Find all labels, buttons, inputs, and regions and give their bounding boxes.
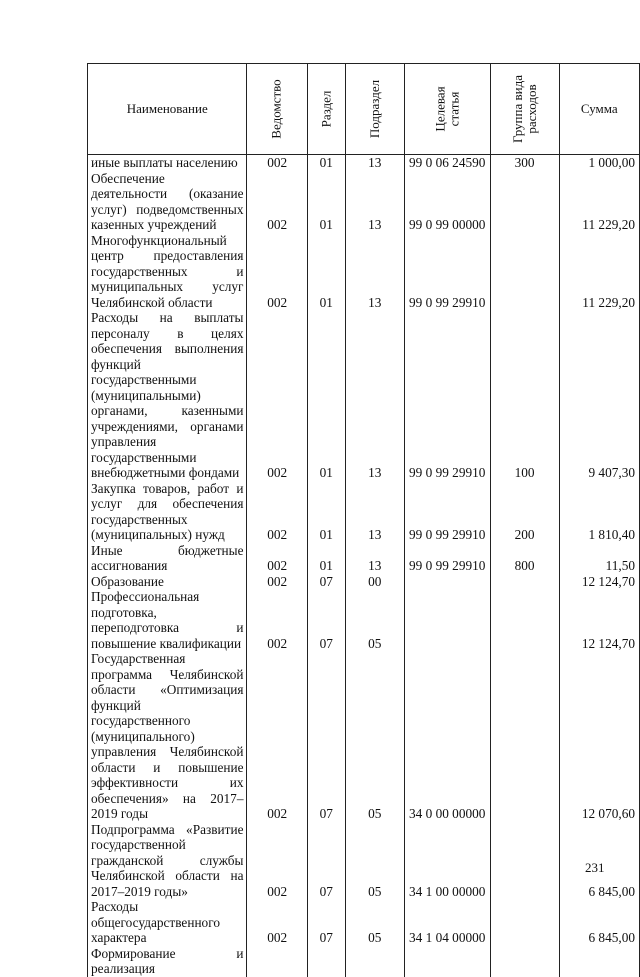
cell-summa: 9 407,30 bbox=[559, 310, 639, 481]
cell-summa: 6 845,00 bbox=[559, 822, 639, 900]
cell-razdel: 01 bbox=[307, 155, 345, 171]
cell-summa bbox=[559, 946, 639, 977]
table-body bbox=[88, 155, 640, 977]
cell-name: Закупка товаров, работ и услуг для обеспечения государственных (муниципальных) нужд bbox=[88, 481, 247, 543]
cell-name: Многофункциональный центр предоставления государственных и муниципальных услуг Челябинской области bbox=[88, 233, 247, 311]
table-row bbox=[88, 543, 640, 574]
cell-summa: 12 070,60 bbox=[559, 651, 639, 822]
cell-gruppa-raskhodov bbox=[490, 171, 559, 233]
cell-summa: 11 229,20 bbox=[559, 171, 639, 233]
cell-vedomstvo: 002 bbox=[247, 822, 307, 900]
cell-vedomstvo: 002 bbox=[247, 574, 307, 590]
cell-tselevaya-statya: 34 1 04 00000 bbox=[404, 899, 490, 946]
cell-tselevaya-statya bbox=[404, 574, 490, 590]
page-number: 231 bbox=[585, 860, 605, 875]
cell-tselevaya-statya bbox=[404, 946, 490, 977]
cell-razdel: 07 bbox=[307, 651, 345, 822]
cell-gruppa-raskhodov bbox=[490, 651, 559, 822]
cell-tselevaya-statya: 34 0 00 00000 bbox=[404, 651, 490, 822]
cell-razdel: 07 bbox=[307, 574, 345, 590]
cell-vedomstvo: 002 bbox=[247, 589, 307, 651]
table-row bbox=[88, 310, 640, 481]
cell-podrazdel: 05 bbox=[345, 589, 404, 651]
cell-tselevaya-statya: 34 1 00 00000 bbox=[404, 822, 490, 900]
cell-name: иные выплаты населению bbox=[88, 155, 247, 171]
table-row bbox=[88, 946, 640, 977]
cell-vedomstvo: 002 bbox=[247, 233, 307, 311]
cell-razdel: 01 bbox=[307, 171, 345, 233]
cell-razdel: 01 bbox=[307, 233, 345, 311]
cell-name: Государственная программа Челябинской области «Оптимизация функций государственного (муниципального) управления Челябинской области и повышение эффективности их обеспечения» на 2017–2019 годы bbox=[88, 651, 247, 822]
cell-gruppa-raskhodov bbox=[490, 233, 559, 311]
cell-tselevaya-statya: 99 0 99 29910 bbox=[404, 233, 490, 311]
cell-summa: 12 124,70 bbox=[559, 574, 639, 590]
cell-gruppa-raskhodov bbox=[490, 589, 559, 651]
header-row bbox=[88, 64, 640, 155]
cell-tselevaya-statya bbox=[404, 589, 490, 651]
cell-tselevaya-statya: 99 0 06 24590 bbox=[404, 155, 490, 171]
cell-razdel: 01 bbox=[307, 310, 345, 481]
cell-razdel: 07 bbox=[307, 899, 345, 946]
budget-table bbox=[87, 63, 640, 977]
table-row bbox=[88, 589, 640, 651]
cell-podrazdel bbox=[345, 946, 404, 977]
cell-podrazdel: 13 bbox=[345, 155, 404, 171]
cell-gruppa-raskhodov bbox=[490, 574, 559, 590]
cell-razdel: 01 bbox=[307, 481, 345, 543]
header-podrazdel: Подраздел bbox=[345, 64, 404, 155]
cell-podrazdel: 05 bbox=[345, 651, 404, 822]
cell-podrazdel: 13 bbox=[345, 481, 404, 543]
cell-vedomstvo bbox=[247, 946, 307, 977]
cell-name: Расходы на выплаты персоналу в целях обеспечения выполнения функций государственными (муниципальными) органами, казенными учреждениями, органами управления государственными внебюджетными фондами bbox=[88, 310, 247, 481]
header-tselevaya: Целевая статья bbox=[404, 64, 490, 155]
table-row bbox=[88, 574, 640, 590]
cell-gruppa-raskhodov: 200 bbox=[490, 481, 559, 543]
table-row bbox=[88, 822, 640, 900]
cell-gruppa-raskhodov: 100 bbox=[490, 310, 559, 481]
cell-tselevaya-statya: 99 0 99 29910 bbox=[404, 481, 490, 543]
table-row bbox=[88, 233, 640, 311]
cell-gruppa-raskhodov bbox=[490, 822, 559, 900]
cell-gruppa-raskhodov: 300 bbox=[490, 155, 559, 171]
cell-name: Расходы общегосударственного характера bbox=[88, 899, 247, 946]
header-name: Наименование bbox=[88, 64, 247, 155]
cell-razdel: 01 bbox=[307, 543, 345, 574]
cell-summa: 6 845,00 bbox=[559, 899, 639, 946]
cell-podrazdel: 13 bbox=[345, 543, 404, 574]
cell-podrazdel: 13 bbox=[345, 310, 404, 481]
cell-summa: 12 124,70 bbox=[559, 589, 639, 651]
cell-summa: 1 000,00 bbox=[559, 155, 639, 171]
cell-name: Иные бюджетные ассигнования bbox=[88, 543, 247, 574]
cell-name: Формирование и реализация bbox=[88, 946, 247, 977]
cell-podrazdel: 13 bbox=[345, 233, 404, 311]
header-gruppa: Группа вида расходов bbox=[490, 64, 559, 155]
cell-summa: 11,50 bbox=[559, 543, 639, 574]
cell-podrazdel: 05 bbox=[345, 822, 404, 900]
cell-podrazdel: 05 bbox=[345, 899, 404, 946]
cell-vedomstvo: 002 bbox=[247, 899, 307, 946]
cell-gruppa-raskhodov: 800 bbox=[490, 543, 559, 574]
cell-summa: 1 810,40 bbox=[559, 481, 639, 543]
cell-tselevaya-statya: 99 0 99 29910 bbox=[404, 543, 490, 574]
header-vedomstvo: Ведомство bbox=[247, 64, 307, 155]
cell-vedomstvo: 002 bbox=[247, 651, 307, 822]
table-row bbox=[88, 899, 640, 946]
cell-podrazdel: 00 bbox=[345, 574, 404, 590]
cell-vedomstvo: 002 bbox=[247, 310, 307, 481]
table-row bbox=[88, 481, 640, 543]
cell-podrazdel: 13 bbox=[345, 171, 404, 233]
header-razdel: Раздел bbox=[307, 64, 345, 155]
cell-razdel bbox=[307, 946, 345, 977]
cell-vedomstvo: 002 bbox=[247, 543, 307, 574]
header-summa: Сумма bbox=[559, 64, 639, 155]
table-row bbox=[88, 651, 640, 822]
cell-tselevaya-statya: 99 0 99 29910 bbox=[404, 310, 490, 481]
cell-razdel: 07 bbox=[307, 822, 345, 900]
table-row bbox=[88, 171, 640, 233]
cell-name: Подпрограмма «Развитие государственной гражданской службы Челябинской области на 2017–2019 годы» bbox=[88, 822, 247, 900]
cell-name: Обеспечение деятельности (оказание услуг) подведомственных казенных учреждений bbox=[88, 171, 247, 233]
cell-razdel: 07 bbox=[307, 589, 345, 651]
cell-vedomstvo: 002 bbox=[247, 155, 307, 171]
cell-name: Образование bbox=[88, 574, 247, 590]
cell-vedomstvo: 002 bbox=[247, 481, 307, 543]
cell-name: Профессиональная подготовка, переподготовка и повышение квалификации bbox=[88, 589, 247, 651]
cell-gruppa-raskhodov bbox=[490, 899, 559, 946]
cell-tselevaya-statya: 99 0 99 00000 bbox=[404, 171, 490, 233]
cell-vedomstvo: 002 bbox=[247, 171, 307, 233]
cell-summa: 11 229,20 bbox=[559, 233, 639, 311]
table-row bbox=[88, 155, 640, 171]
cell-gruppa-raskhodov bbox=[490, 946, 559, 977]
